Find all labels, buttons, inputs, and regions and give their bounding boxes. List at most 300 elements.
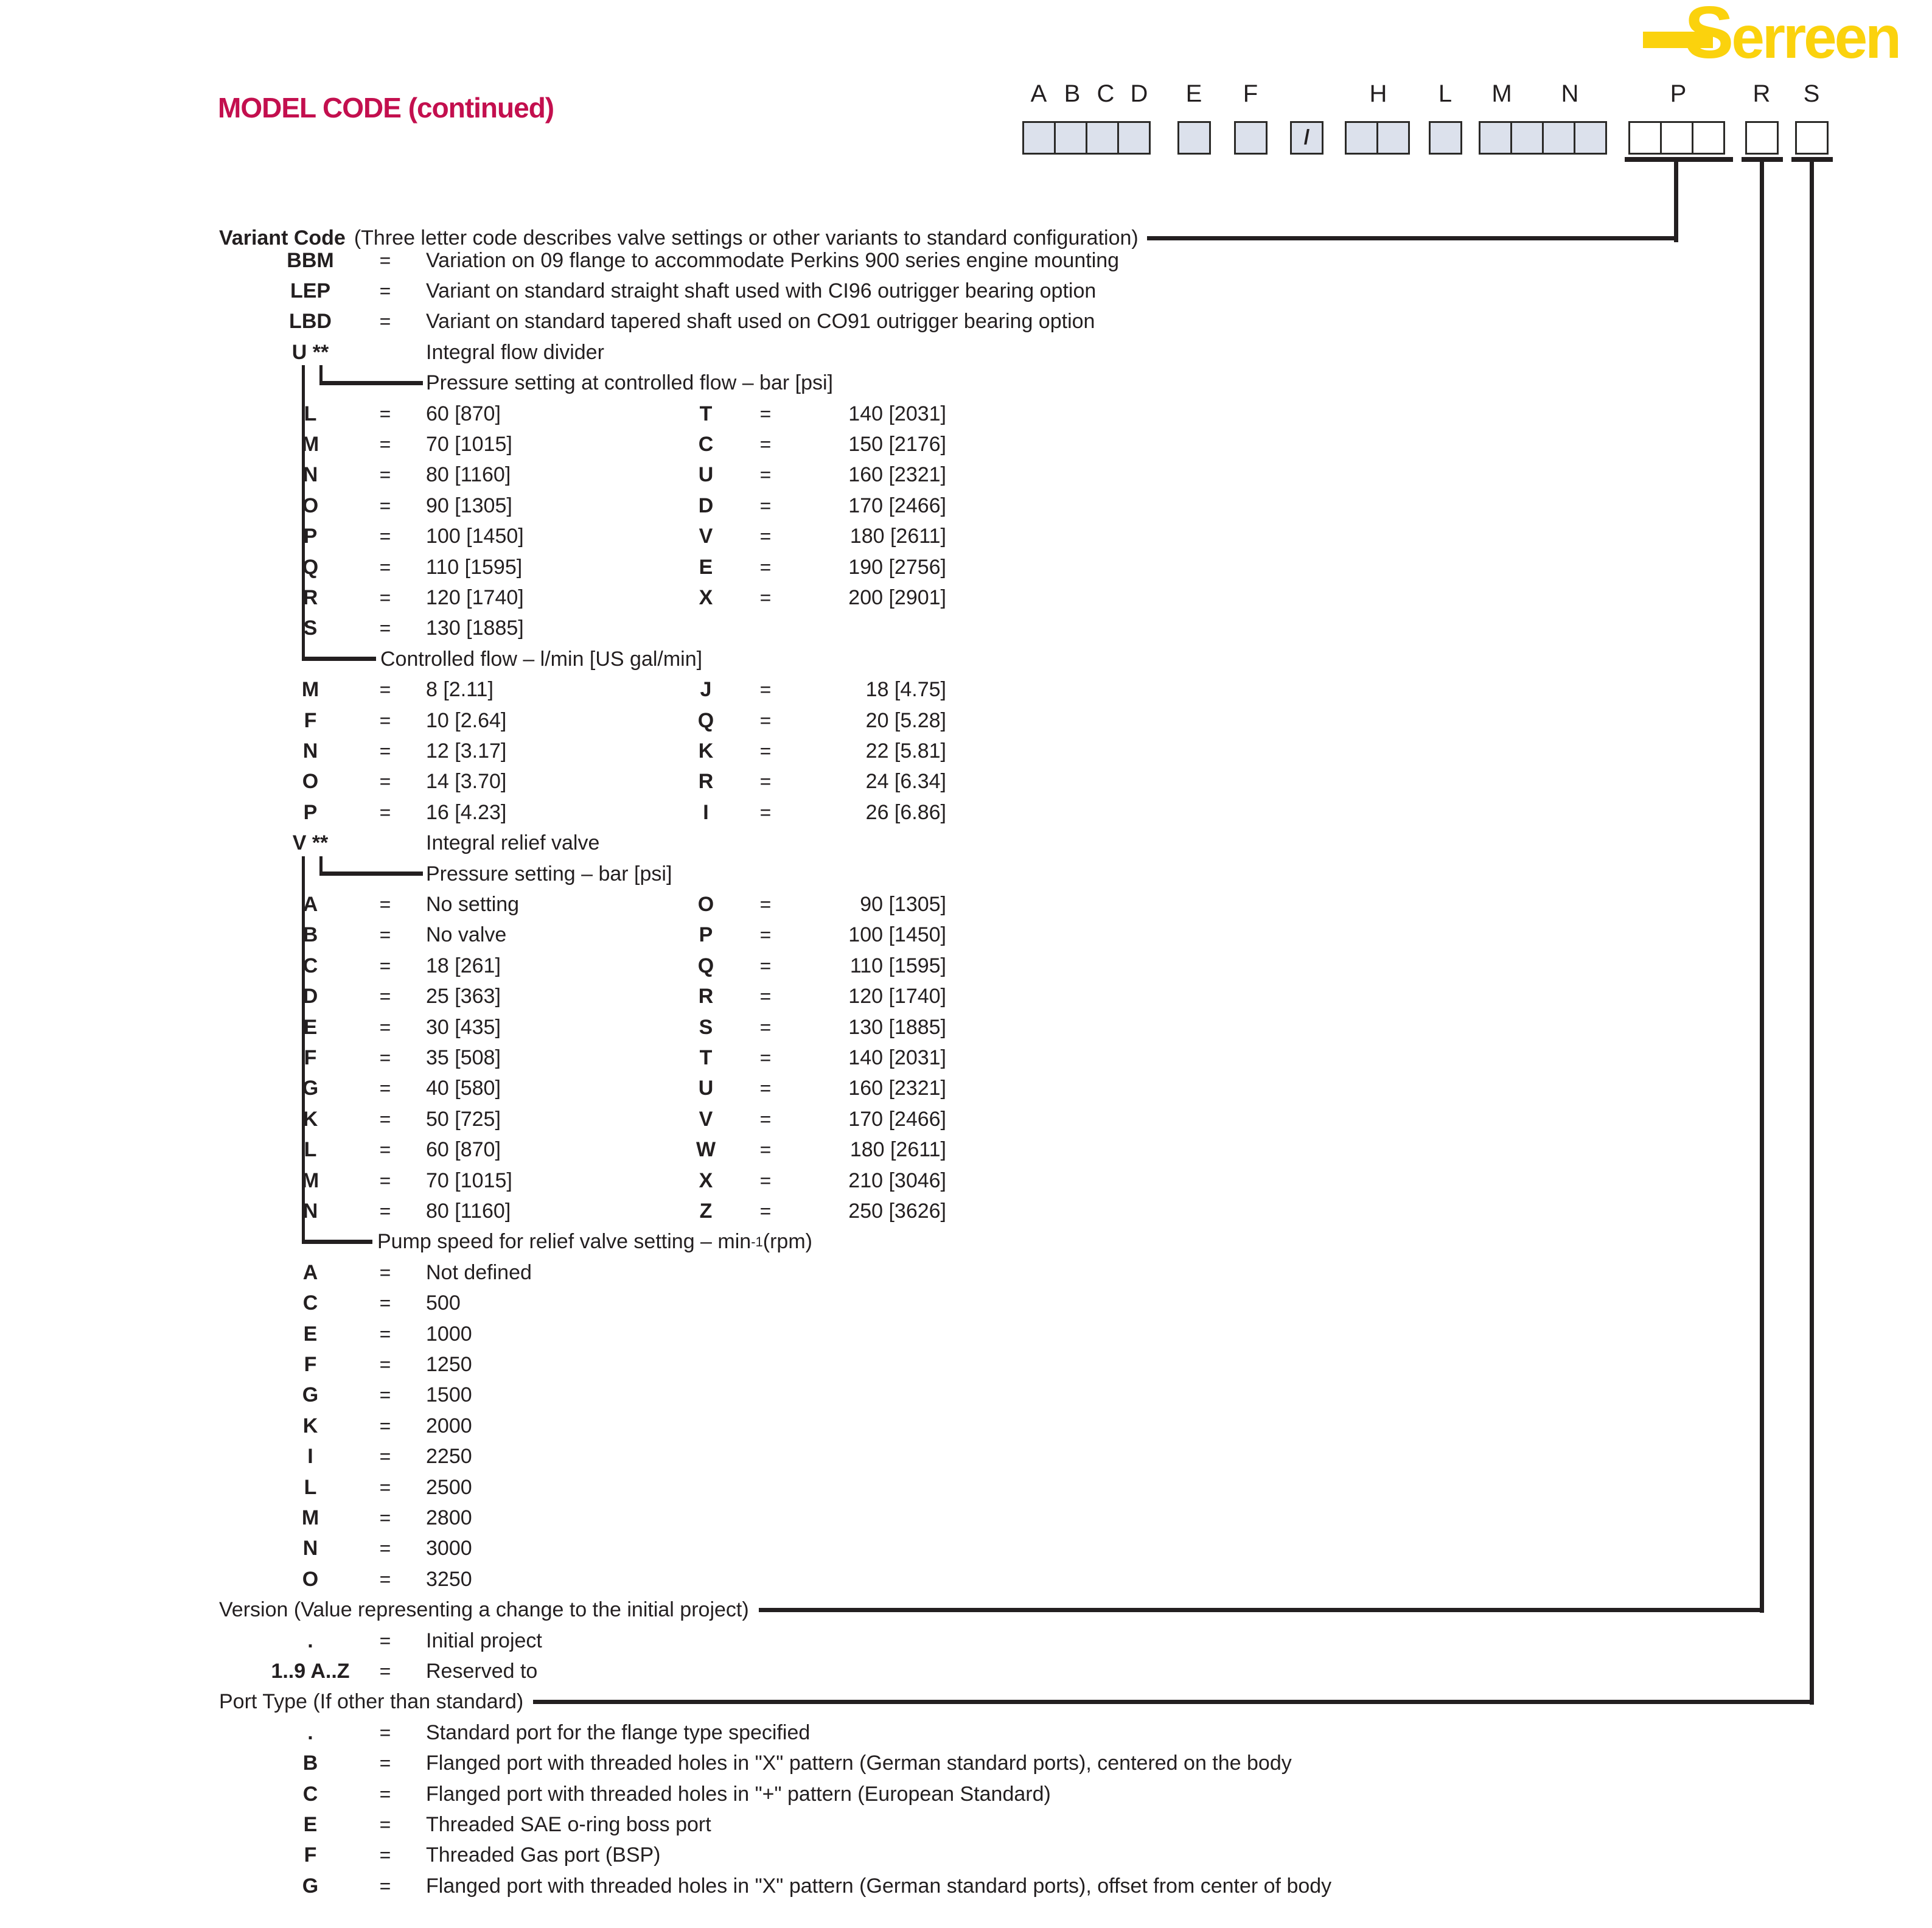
equals-sign: =: [759, 709, 772, 732]
row-description: 60 [870]: [426, 1138, 501, 1162]
row-code-cell: [249, 1564, 371, 1594]
row-code-cell: [249, 675, 371, 705]
row-description: 50 [725]: [426, 1107, 501, 1131]
equals-sign: =: [379, 1108, 391, 1130]
code-row: [0, 399, 1932, 429]
row-code-cell: [249, 889, 371, 920]
row-code: E: [303, 1812, 318, 1836]
equals-sign: =: [759, 556, 772, 578]
equals-sign: =: [759, 1077, 772, 1100]
code-box-group: [1290, 121, 1323, 155]
row-code: Z: [699, 1199, 713, 1223]
code-box-cell: [1574, 121, 1607, 155]
equals-sign: =: [759, 893, 772, 915]
code-row: [0, 1074, 1932, 1104]
row-description: Variant on standard tapered shaft used on CO91 outrigger bearing option: [426, 310, 1095, 334]
row-code: C: [302, 1291, 318, 1315]
equals-sign: =: [759, 402, 772, 425]
code-row: [0, 1656, 1932, 1686]
banner-letter: D: [1130, 80, 1148, 107]
code-row: [0, 1564, 1932, 1594]
row-code: N: [302, 463, 318, 487]
row-code-cell: [249, 1043, 371, 1073]
row-code-col2: [669, 889, 742, 920]
code-box-cell: [1376, 121, 1410, 155]
code-row: [0, 491, 1932, 521]
row-code-cell: [249, 245, 371, 276]
code-box-cell: [1086, 121, 1119, 155]
equals-sign: =: [759, 586, 772, 609]
code-box-cell: [1542, 121, 1575, 155]
logo-rest: erreen: [1731, 4, 1900, 71]
row-code-cell: [249, 1012, 371, 1043]
equals-sign: =: [759, 801, 772, 823]
equals-sign: =: [759, 924, 772, 946]
row-description: Reserved to: [426, 1659, 538, 1683]
row-value-col2: 190 [2756]: [848, 555, 946, 579]
code-row: [0, 522, 1932, 552]
box-underline: [1625, 157, 1733, 162]
code-box-group: [1022, 121, 1151, 155]
row-code-cell: [249, 337, 371, 368]
row-value-col2: 130 [1885]: [848, 1015, 946, 1039]
row-code-cell: [249, 1809, 371, 1840]
row-description: 8 [2.11]: [426, 678, 493, 702]
equals-sign: =: [759, 770, 772, 793]
equals-sign: =: [379, 1353, 391, 1375]
variant-connector-hline: [1147, 236, 1678, 240]
sub-label: Pressure setting – bar [psi]: [426, 862, 672, 885]
row-code-cell: [249, 1104, 371, 1134]
row-code-col2: [669, 1196, 742, 1226]
row-code: P: [303, 525, 318, 548]
equals-sign: =: [379, 617, 391, 640]
row-description: 70 [1015]: [426, 1168, 512, 1192]
banner-letter: R: [1752, 80, 1771, 107]
code-box-cell: [1234, 121, 1268, 155]
row-description: 80 [1160]: [426, 1199, 511, 1223]
row-code: R: [302, 585, 318, 609]
row-code: X: [699, 585, 713, 609]
row-value-col2: 110 [1595]: [849, 954, 946, 977]
row-code: .: [307, 1629, 313, 1652]
row-code: O: [302, 494, 319, 517]
row-code: L: [304, 1475, 317, 1499]
equals-sign: =: [379, 494, 391, 517]
code-box-cell: [1479, 121, 1512, 155]
row-description: 3000: [426, 1537, 472, 1560]
equals-sign: =: [379, 1476, 391, 1498]
code-row: [0, 1165, 1932, 1196]
row-value-col2: 170 [2466]: [848, 1107, 946, 1131]
row-description: 25 [363]: [426, 985, 501, 1008]
row-code-cell: [249, 1411, 371, 1441]
row-code-col2: [669, 982, 742, 1012]
banner-letter: H: [1369, 80, 1387, 107]
code-box-cell: [1660, 121, 1693, 155]
row-code-cell: [249, 982, 371, 1012]
row-description: 2250: [426, 1445, 472, 1469]
row-code-col2: [669, 552, 742, 582]
row-description: 90 [1305]: [426, 494, 512, 517]
logo-initial: S: [1684, 0, 1732, 74]
row-description: 2800: [426, 1506, 472, 1529]
row-code-cell: [249, 307, 371, 337]
row-value-col2: 170 [2466]: [848, 494, 946, 517]
sub-label-row: [0, 859, 1932, 889]
row-description: Initial project: [426, 1629, 542, 1652]
code-row: [0, 675, 1932, 705]
row-code: V: [699, 1107, 713, 1131]
banner-letter: S: [1803, 80, 1820, 107]
row-description: Integral flow divider: [426, 340, 604, 364]
row-code-cell: [249, 582, 371, 613]
row-code: .: [307, 1720, 313, 1744]
equals-sign: =: [379, 739, 391, 762]
row-code: B: [302, 923, 318, 947]
row-code: S: [303, 616, 318, 640]
brand-logo: [1637, 0, 1923, 73]
row-code: F: [304, 1046, 317, 1069]
row-code: F: [304, 1843, 317, 1867]
equals-sign: =: [379, 1139, 391, 1161]
code-row: [0, 1442, 1932, 1472]
code-row: [0, 736, 1932, 766]
sub-label-row: [0, 1227, 1932, 1257]
code-row: [0, 1012, 1932, 1043]
equals-sign: =: [759, 464, 772, 486]
row-code-cell: [249, 1472, 371, 1503]
row-code-cell: [249, 1196, 371, 1226]
code-box-cell: [1022, 121, 1056, 155]
equals-sign: =: [759, 679, 772, 701]
row-code-cell: [249, 1380, 371, 1411]
row-code: M: [301, 678, 319, 702]
slash-separator-cell: /: [1290, 121, 1323, 155]
sub-label: Pressure setting at controlled flow – bar [psi]: [426, 371, 833, 395]
row-code: V: [699, 525, 713, 548]
equals-sign: =: [379, 1414, 391, 1437]
code-row: [0, 1043, 1932, 1073]
equals-sign: =: [379, 525, 391, 548]
row-code: X: [699, 1168, 713, 1192]
row-code-cell: [249, 1257, 371, 1288]
row-code: J: [700, 678, 712, 702]
code-row: [0, 1626, 1932, 1656]
row-code: W: [696, 1138, 716, 1162]
banner-letter: B: [1064, 80, 1081, 107]
equals-sign: =: [379, 770, 391, 793]
row-code-cell: [249, 1779, 371, 1809]
variant-code-note: (Three letter code describes valve settings or other variants to standard configuration): [354, 226, 1139, 250]
code-box-group: [1429, 121, 1462, 155]
page-title: MODEL CODE (continued): [218, 92, 554, 124]
code-row: [0, 1534, 1932, 1564]
row-code-cell: [249, 828, 371, 859]
row-code: F: [304, 708, 317, 732]
equals-sign: =: [379, 1322, 391, 1345]
row-code: C: [302, 1782, 318, 1806]
row-code: BBM: [287, 248, 334, 272]
row-value-col2: 90 [1305]: [860, 892, 946, 916]
equals-sign: =: [379, 1537, 391, 1560]
equals-sign: =: [379, 1261, 391, 1284]
row-code-col2: [669, 736, 742, 766]
code-box-cell: [1745, 121, 1779, 155]
code-box-group: [1628, 121, 1725, 155]
row-code-cell: [249, 276, 371, 306]
row-code: LBD: [289, 310, 332, 334]
row-value-col2: 160 [2321]: [848, 463, 946, 487]
row-code-col2: [669, 920, 742, 951]
row-value-col2: 200 [2901]: [848, 585, 946, 609]
code-box-group: [1234, 121, 1268, 155]
equals-sign: =: [379, 954, 391, 977]
row-code-cell: [249, 429, 371, 459]
row-code: G: [302, 1077, 319, 1100]
row-code-cell: [249, 460, 371, 491]
code-row: [0, 276, 1932, 306]
code-row: [0, 1104, 1932, 1134]
row-code: G: [302, 1383, 319, 1407]
row-code: L: [304, 1138, 317, 1162]
equals-sign: =: [759, 1046, 772, 1069]
row-code-cell: [249, 522, 371, 552]
row-code: M: [301, 1506, 319, 1529]
code-box-cell: [1628, 121, 1662, 155]
row-code: E: [699, 555, 713, 579]
banner-letter: A: [1030, 80, 1047, 107]
row-code-col2: [669, 1012, 742, 1043]
code-row: [0, 307, 1932, 337]
row-code-col2: [669, 460, 742, 491]
equals-sign: =: [759, 1016, 772, 1038]
row-code: E: [303, 1015, 318, 1039]
row-code-cell: [249, 1626, 371, 1656]
row-code: A: [302, 892, 318, 916]
equals-sign: =: [379, 893, 391, 915]
variant-code-label: Variant Code: [219, 226, 346, 250]
row-code-cell: [249, 920, 371, 951]
row-description: Variant on standard straight shaft used with CI96 outrigger bearing option: [426, 279, 1097, 302]
code-box-group: [1345, 121, 1410, 155]
code-row: [0, 982, 1932, 1012]
row-code-col2: [669, 429, 742, 459]
code-box-cell: [1510, 121, 1544, 155]
equals-sign: =: [379, 464, 391, 486]
equals-sign: =: [379, 985, 391, 1008]
row-code-cell: [249, 1748, 371, 1779]
row-value-col2: 22 [5.81]: [865, 739, 946, 763]
row-value-col2: 20 [5.28]: [865, 708, 946, 732]
row-description: 1250: [426, 1352, 472, 1376]
row-value-col2: 180 [2611]: [849, 525, 946, 548]
row-description: No setting: [426, 892, 520, 916]
row-description: Variation on 09 flange to accommodate Perkins 900 series engine mounting: [426, 248, 1120, 272]
code-box-group: [1795, 121, 1829, 155]
row-description: Standard port for the flange type specified: [426, 1720, 811, 1744]
row-description: 60 [870]: [426, 402, 501, 425]
code-row: [0, 1503, 1932, 1533]
equals-sign: =: [379, 1874, 391, 1897]
row-code: O: [302, 1567, 319, 1591]
row-code-cell: [249, 1840, 371, 1871]
equals-sign: =: [379, 1016, 391, 1038]
equals-sign: =: [379, 1813, 391, 1835]
row-description: 80 [1160]: [426, 463, 511, 487]
sub-label-row: [0, 368, 1932, 399]
banner-letter: L: [1438, 80, 1452, 107]
row-code-col2: [669, 491, 742, 521]
section-label: Port Type (If other than standard): [219, 1690, 524, 1714]
row-code: Q: [697, 954, 714, 977]
row-code: Q: [302, 555, 319, 579]
row-description: 2500: [426, 1475, 472, 1499]
code-row: [0, 582, 1932, 613]
row-code: M: [301, 432, 319, 456]
row-code: A: [302, 1260, 318, 1284]
row-description: Flanged port with threaded holes in "X" pattern (German standard ports), offset from center of body: [426, 1874, 1332, 1898]
row-code-cell: [249, 1871, 371, 1901]
banner-letter: C: [1097, 80, 1115, 107]
equals-sign: =: [379, 279, 391, 302]
code-box-group: [1745, 121, 1779, 155]
logo-wordmark: [1684, 0, 1899, 95]
equals-sign: =: [379, 1046, 391, 1069]
code-row: [0, 889, 1932, 920]
code-row: [0, 1319, 1932, 1349]
equals-sign: =: [379, 1752, 391, 1775]
equals-sign: =: [759, 1169, 772, 1192]
section-row-port: [219, 1687, 1814, 1717]
row-description: Flanged port with threaded holes in "+" pattern (European Standard): [426, 1782, 1051, 1806]
row-code: P: [699, 923, 713, 947]
code-row: [0, 1779, 1932, 1809]
row-code: D: [698, 494, 714, 517]
equals-sign: =: [379, 679, 391, 701]
row-code-col2: [669, 951, 742, 981]
row-code-cell: [249, 399, 371, 429]
row-value-col2: 150 [2176]: [848, 432, 946, 456]
row-code-col2: [669, 1074, 742, 1104]
code-box-cell: [1345, 121, 1378, 155]
row-description: Not defined: [426, 1260, 532, 1284]
row-code: O: [302, 770, 319, 794]
row-description: 10 [2.64]: [426, 708, 507, 732]
row-description: 14 [3.70]: [426, 770, 507, 794]
row-description: 70 [1015]: [426, 432, 512, 456]
row-description: 40 [580]: [426, 1077, 501, 1100]
row-code: S: [699, 1015, 713, 1039]
row-value-col2: 26 [6.86]: [865, 800, 946, 824]
code-row: [0, 797, 1932, 828]
row-code-col2: [669, 705, 742, 736]
row-code: I: [703, 800, 709, 824]
equals-sign: =: [379, 556, 391, 578]
row-code-cell: [249, 1319, 371, 1349]
equals-sign: =: [379, 1721, 391, 1744]
row-code: E: [303, 1322, 318, 1346]
row-code: K: [302, 1107, 318, 1131]
row-value-col2: 210 [3046]: [848, 1168, 946, 1192]
row-code-cell: [249, 767, 371, 797]
equals-sign: =: [379, 1568, 391, 1590]
code-box-cell: [1692, 121, 1725, 155]
row-code-col2: [669, 1135, 742, 1165]
code-row: [0, 1717, 1932, 1748]
code-row: [0, 1411, 1932, 1441]
code-box-cell: [1795, 121, 1829, 155]
equals-sign: =: [379, 1783, 391, 1805]
code-box-group: [1177, 121, 1211, 155]
row-code-cell: [249, 1503, 371, 1533]
code-row: [0, 429, 1932, 459]
equals-sign: =: [759, 433, 772, 455]
code-row: [0, 1135, 1932, 1165]
row-code-col2: [669, 675, 742, 705]
port-connector-hline: [533, 1700, 1814, 1704]
row-description: 35 [508]: [426, 1046, 501, 1069]
banner-letter: E: [1185, 80, 1202, 107]
row-code-cell: [249, 1074, 371, 1104]
row-value-col2: 140 [2031]: [848, 402, 946, 425]
row-code-cell: [249, 797, 371, 828]
row-value-col2: 24 [6.34]: [865, 770, 946, 794]
code-row: [0, 1871, 1932, 1901]
row-code: T: [699, 1046, 713, 1069]
row-description: 3250: [426, 1567, 472, 1591]
row-code-col2: [669, 522, 742, 552]
row-code: M: [301, 1168, 319, 1192]
version-connector-hline: [759, 1608, 1764, 1612]
row-description: 110 [1595]: [426, 555, 523, 579]
equals-sign: =: [379, 1629, 391, 1652]
row-code: R: [698, 985, 714, 1008]
row-code-cell: [249, 1442, 371, 1472]
row-code-cell: [249, 1288, 371, 1319]
equals-sign: =: [759, 1108, 772, 1130]
code-box-cell: [1429, 121, 1462, 155]
row-value-col2: 100 [1450]: [848, 923, 946, 947]
equals-sign: =: [379, 402, 391, 425]
sub-label-row: [0, 644, 1932, 674]
row-code-cell: [249, 1135, 371, 1165]
row-code-cell: [249, 613, 371, 644]
row-code: C: [698, 432, 714, 456]
row-description: Threaded SAE o-ring boss port: [426, 1812, 711, 1836]
code-row: [0, 1349, 1932, 1380]
equals-sign: =: [759, 494, 772, 517]
row-value-col2: 250 [3626]: [848, 1199, 946, 1223]
banner-letter: F: [1243, 80, 1258, 107]
equals-sign: =: [379, 1844, 391, 1867]
row-code-cell: [249, 1717, 371, 1748]
equals-sign: =: [379, 1292, 391, 1315]
equals-sign: =: [379, 433, 391, 455]
row-code-cell: [249, 1534, 371, 1564]
equals-sign: =: [379, 1200, 391, 1222]
equals-sign: =: [379, 801, 391, 823]
code-box-cell: [1054, 121, 1087, 155]
row-description: 16 [4.23]: [426, 800, 507, 824]
row-description: 1000: [426, 1322, 472, 1346]
equals-sign: =: [379, 249, 391, 271]
code-row: [0, 552, 1932, 582]
row-code: C: [302, 954, 318, 977]
equals-sign: =: [379, 1077, 391, 1100]
row-description: 30 [435]: [426, 1015, 501, 1039]
row-code: V **: [292, 831, 329, 855]
